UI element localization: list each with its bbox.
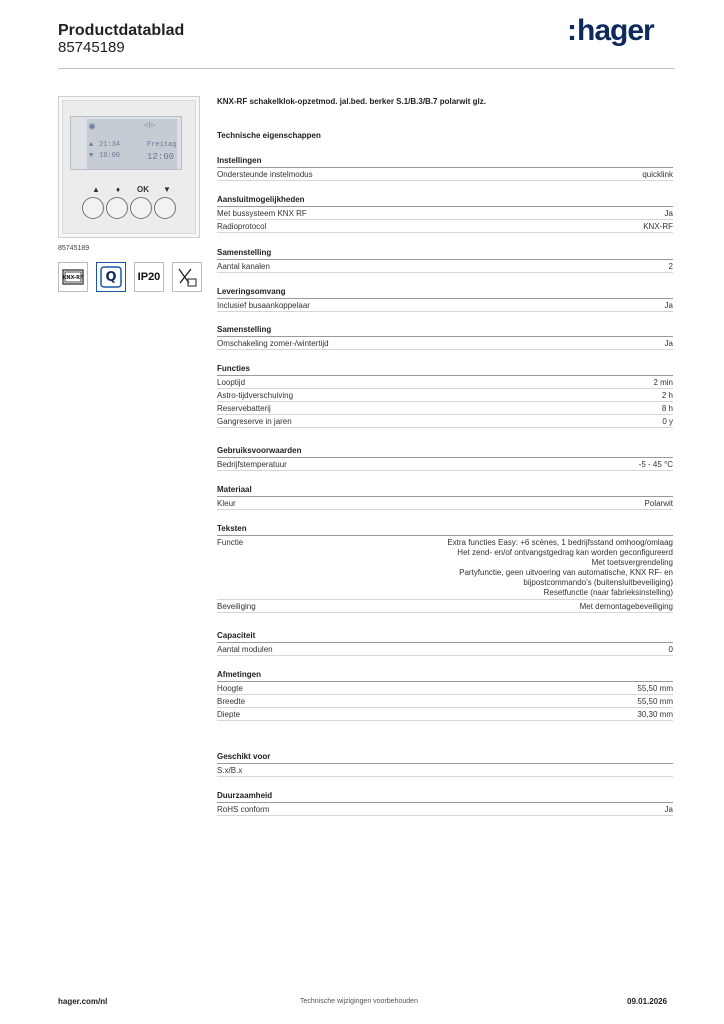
spec-row (217, 389, 673, 402)
section-title: Samenstelling (217, 324, 673, 337)
section-teksten (217, 523, 673, 613)
section-title: Afmetingen (217, 669, 673, 682)
section-instellingen (217, 155, 673, 181)
spec-value: 2 (668, 262, 673, 271)
spec-label: Diepte (217, 710, 241, 719)
spec-value: KNX-RF (643, 222, 673, 231)
functie-line: Partyfunctie, geen uitvoering van automatische, KNX RF- en (459, 568, 673, 577)
spec-value: 2 min (653, 378, 673, 387)
tech-properties-title: Technische eigenschappen (217, 131, 321, 140)
spec-row (217, 168, 673, 181)
section-functies (217, 363, 673, 428)
spec-label: Hoogte (217, 684, 243, 693)
spec-label: Beveiliging (217, 602, 256, 611)
spec-row (217, 207, 673, 220)
section-title: Functies (217, 363, 673, 376)
product-number: 85745189 (58, 39, 125, 56)
spec-label: Gangreserve in jaren (217, 417, 292, 426)
section-title: Duurzaamheid (217, 790, 673, 803)
spec-value: Ja (664, 339, 673, 348)
spec-value-lines (217, 538, 673, 598)
blind-icon: ◁|▷ (143, 122, 156, 130)
section-afmetingen (217, 669, 673, 721)
spec-row (217, 803, 673, 816)
header-divider (58, 68, 674, 69)
section-gebruiksvoorwaarden (217, 445, 673, 471)
lcd-time1: 21:34 (99, 141, 121, 149)
svg-text:KNX-RF: KNX-RF (62, 275, 84, 281)
image-code: 85745189 (58, 245, 90, 252)
section-title: Samenstelling (217, 247, 673, 260)
spec-value: Polarwit (644, 499, 673, 508)
spec-value: 8 h (661, 404, 673, 413)
product-image (58, 96, 200, 238)
lcd-screen (87, 119, 177, 169)
button-down-label: ▼ (163, 185, 171, 194)
spec-label: Ondersteunde instelmodus (217, 170, 313, 179)
ip20-badge (134, 262, 164, 292)
section-title: Materiaal (217, 484, 673, 497)
section-capaciteit (217, 630, 673, 656)
spec-row-functie (217, 536, 673, 600)
spec-row (217, 415, 673, 428)
spec-value: Met demontagebeveiliging (579, 602, 673, 611)
button-up (82, 197, 104, 219)
product-plate (62, 100, 196, 234)
spec-value: 2 h (661, 391, 673, 400)
spec-row (217, 260, 673, 273)
spec-value: 30,30 mm (637, 710, 673, 719)
product-description: KNX-RF schakelklok-opzetmod. jal.bed. berker S.1/B.3/B.7 polarwit glz. (217, 97, 486, 106)
section-leveringsomvang (217, 286, 673, 312)
spec-row (217, 643, 673, 656)
footer-disclaimer: Technische wijzigingen voorbehouden (300, 998, 418, 1005)
spec-label: Inclusief busaankoppelaar (217, 301, 310, 310)
button-set (106, 197, 128, 219)
spec-label: Breedte (217, 697, 246, 706)
spec-row (217, 299, 673, 312)
section-title: Aansluitmogelijkheden (217, 194, 673, 207)
footer-website-link[interactable]: hager.com/nl (58, 997, 108, 1006)
spec-row (217, 376, 673, 389)
spec-label: RoHS conform (217, 805, 270, 814)
spec-row (217, 220, 673, 233)
spec-label: Aantal modulen (217, 645, 273, 654)
spec-value: 0 y (662, 417, 673, 426)
logo-text: hager (577, 14, 654, 47)
up-arrow-icon: ▲ (89, 141, 94, 149)
spec-label: Bedrijfstemperatuur (217, 460, 287, 469)
spec-label: Functie (217, 538, 244, 547)
section-title: Instellingen (217, 155, 673, 168)
svg-text:Q: Q (105, 270, 117, 285)
spec-value: 0 (668, 645, 673, 654)
ip20-label: IP20 (137, 271, 161, 283)
section-geschikt-voor (217, 751, 673, 777)
section-title: Leveringsomvang (217, 286, 673, 299)
spec-label: Looptijd (217, 378, 246, 387)
spec-value: Ja (664, 209, 673, 218)
functie-line: Het zend- en/of ontvangstgedrag kan worden geconfigureerd (457, 548, 673, 557)
spec-value: Ja (664, 805, 673, 814)
button-set-label: ♦ (116, 185, 121, 194)
sun-icon: ◉ (89, 122, 96, 133)
spec-label: Omschakeling zomer-/wintertijd (217, 339, 329, 348)
hager-logo[interactable] (567, 14, 654, 48)
button-ok (130, 197, 152, 219)
spec-label: Aantal kanalen (217, 262, 270, 271)
section-duurzaamheid (217, 790, 673, 816)
functie-line: Met toetsvergrendeling (591, 558, 673, 567)
spec-row (217, 764, 673, 777)
section-materiaal (217, 484, 673, 510)
spec-value: 55,50 mm (637, 697, 673, 706)
spec-label: Reservebatterij (217, 404, 271, 413)
spec-label: Astro-tijdverschuiving (217, 391, 294, 400)
lcd-day: Freitag (147, 141, 177, 149)
spec-value: -5 - 45 °C (638, 460, 673, 469)
lcd-clock: 12:00 (147, 152, 175, 162)
button-ok-label: OK (137, 185, 149, 194)
quicklink-badge-icon (96, 262, 126, 292)
weee-badge-icon (172, 262, 202, 292)
section-samenstelling-2 (217, 324, 673, 350)
spec-row (217, 337, 673, 350)
section-title: Capaciteit (217, 630, 673, 643)
spec-row (217, 497, 673, 510)
spec-row (217, 402, 673, 415)
spec-row (217, 695, 673, 708)
button-up-label: ▲ (92, 185, 100, 194)
spec-row (217, 458, 673, 471)
spec-row (217, 600, 673, 613)
spec-value: quicklink (642, 170, 673, 179)
lcd-time2: 18:00 (99, 152, 121, 160)
spec-row (217, 708, 673, 721)
section-title: Geschikt voor (217, 751, 673, 764)
page-title: Productdatablad (58, 22, 185, 39)
spec-label: Kleur (217, 499, 236, 508)
knx-rf-badge-icon (58, 262, 88, 292)
spec-row (217, 682, 673, 695)
spec-value: 55,50 mm (637, 684, 673, 693)
spec-label: Radioprotocol (217, 222, 267, 231)
logo-colon-icon: : (567, 14, 576, 47)
footer-date: 09.01.2026 (627, 997, 668, 1006)
button-down (154, 197, 176, 219)
spec-value: Ja (664, 301, 673, 310)
spec-label: Met bussysteem KNX RF (217, 209, 307, 218)
functie-line: Extra functies Easy: +6 scènes, 1 bedrijfsstand omhoog/omlaag (447, 538, 673, 547)
functie-line: bijpostcommando's (buitensluitbeveiliging) (523, 578, 673, 587)
down-arrow-icon: ▼ (89, 152, 94, 160)
functie-line: Resetfunctie (naar fabrieksinstelling) (543, 588, 673, 597)
section-aansluitmogelijkheden (217, 194, 673, 233)
spec-label: S.x/B.x (217, 766, 243, 775)
lcd-display (70, 116, 182, 170)
section-samenstelling-1 (217, 247, 673, 273)
section-title: Gebruiksvoorwaarden (217, 445, 673, 458)
section-title: Teksten (217, 523, 673, 536)
